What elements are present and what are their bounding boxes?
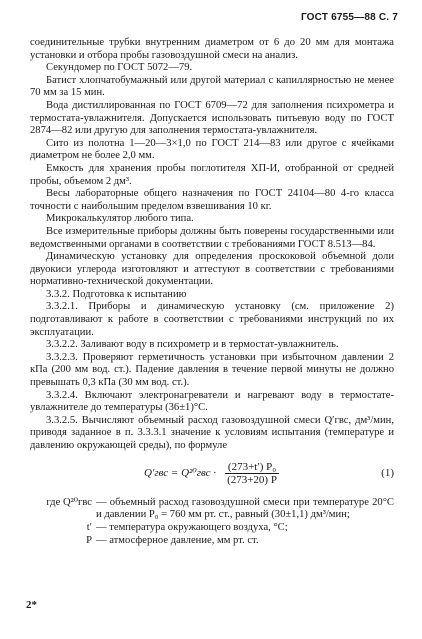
paragraph: 3.3.2.1. Приборы и динамическую установку (см. приложение 2) подготавливают к работе в соответствии с требованиями инструкций по их эксплуатации. [30, 301, 394, 338]
paragraph: Секундомер по ГОСТ 5072—79. [46, 62, 193, 74]
paragraph: 3.3.2.4. Включают электронагреватели и нагревают воду в термостате-увлажнителе до температуры (36±1)°С. [30, 389, 394, 414]
paragraph: Все измерительные приборы должны быть поверены государственными или ведомственными органами в соответствии с требованиями ГОСТ 8.513—84. [30, 225, 394, 250]
paragraph: Емкость для хранения пробы поглотителя ХП-И, отобранной от средней пробы, объемом 2 дм³. [30, 162, 394, 187]
paragraph: 3.3.2.5. Вычисляют объемный расход газовоздушной смеси Q′гвс, дм³/мин, приводя заданное в п. 3.3.3.1 значение к условиям испытания (температуре и давлению окружающей среды), по формуле [30, 414, 394, 451]
document-body [30, 37, 394, 547]
formula-lhs: Q′гвс = Q²⁰гвс · [144, 467, 217, 480]
formula-denominator: (273+20) P [227, 474, 277, 487]
definition-text: — температура окружающего воздуха, °С; [96, 521, 288, 533]
paragraph: Сито из полотна 1—20—3×1,0 по ГОСТ 214—83 или другое с ячейками диаметром не более 2,0 мм. [30, 137, 394, 162]
paragraph: Вода дистиллированная по ГОСТ 6709—72 для заполнения психрометра и термостата-увлажнителя. Допускается использовать питьевую воду по ГОСТ 2874—82 или другую для заполнения термостата-увлажнителя. [30, 99, 394, 137]
where-label: где [46, 496, 61, 508]
paragraph: Динамическую установку для определения проскоковой объемной доли двуокиси углерода изготовляют и аттестуют в соответствии с требованиями нормативно-технической документации. [30, 251, 394, 288]
paragraph: 3.3.2.3. Проверяют герметичность установки при избыточном давлении 2 кПа (200 мм вод. ст.). Падение давления в течение первой минуты не должно превышать 0,3 кПа (30 мм вод. ст.). [30, 351, 394, 389]
formula [30, 461, 394, 487]
equation-number: (1) [381, 467, 394, 480]
definition-text: — объемный расход газовоздушной смеси при температуре 20°С и давлении P₀ = 760 мм рт. ст., равный (30±1,1) дм³/мин; [96, 496, 394, 521]
paragraph: соединительные трубки внутренним диаметром от 6 до 20 мм для монтажа установки и отбора пробы газовоздушной смеси на анализ. [30, 37, 394, 61]
definition-text: — атмосферное давление, мм рт. ст. [96, 534, 259, 546]
paragraph: Батист хлопчатобумажный или другой материал с капиллярностью не менее 70 мм за 15 мин. [30, 74, 394, 99]
section-heading: 3.3.2. Подготовка к испытанию [46, 288, 187, 300]
running-head: ГОСТ 6755—88 С. 7 [300, 12, 398, 23]
definitions-list [30, 497, 394, 547]
paragraph: Микрокалькулятор любого типа. [46, 213, 194, 225]
formula-fraction [224, 461, 280, 487]
paragraph: Весы лабораторные общего назначения по ГОСТ 24104—80 4-го класса точности с наибольшим пределом взвешивания 10 кг. [30, 188, 394, 212]
definition-term [30, 497, 92, 522]
definition-symbol: P [86, 534, 92, 546]
formula-numerator: (273+t′) P₀ [225, 461, 279, 475]
definition-symbol: t′ [86, 521, 92, 533]
definition-symbol: Q²⁰гвс [62, 496, 92, 508]
page-mark: 2* [26, 599, 37, 611]
paragraph: 3.3.2.2. Заливают воду в психрометр и в термостат-увлажнитель. [46, 339, 339, 351]
